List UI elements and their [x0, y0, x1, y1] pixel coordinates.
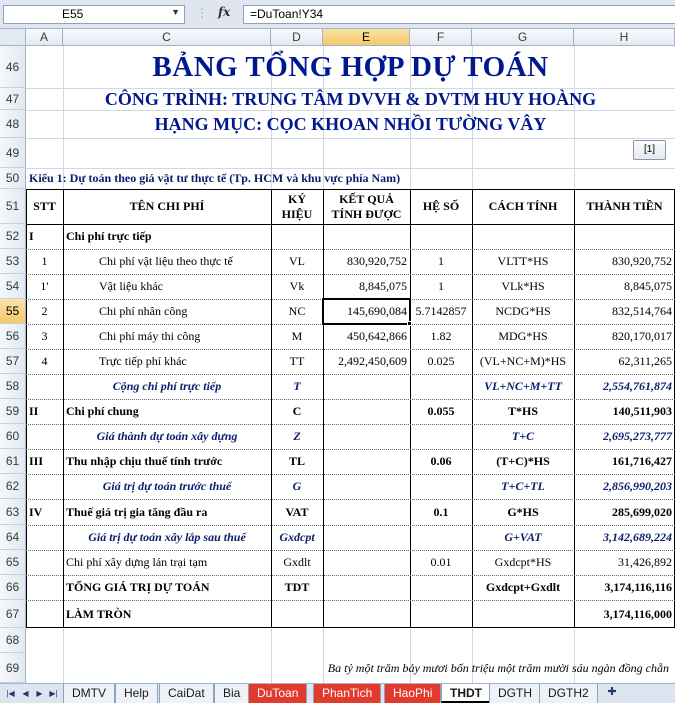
- table-cell-method[interactable]: T*HS: [507, 404, 538, 418]
- table-cell-stt[interactable]: I: [29, 229, 34, 243]
- table-cell-method[interactable]: Gxdcpt+Gxdlt: [485, 580, 561, 594]
- row-header[interactable]: 61: [0, 449, 26, 474]
- table-cell-coefficient[interactable]: 0.1: [433, 504, 449, 519]
- column-header-g[interactable]: G: [472, 29, 574, 46]
- select-all-corner[interactable]: [0, 29, 26, 46]
- sheet-tab-thdt[interactable]: THDT: [441, 684, 491, 703]
- table-cell-result[interactable]: 8,845,075: [359, 279, 407, 293]
- insert-sheet-icon[interactable]: ✚: [607, 686, 617, 698]
- sheet-tab-caidat[interactable]: CaiDat: [159, 684, 214, 703]
- table-cell-symbol[interactable]: VAT: [285, 504, 309, 519]
- header-result: [323, 189, 410, 224]
- formula-bar: [0, 0, 675, 29]
- table-cell-amount[interactable]: 3,142,689,224: [603, 530, 672, 544]
- table-cell-name[interactable]: TỔNG GIÁ TRỊ DỰ TOÁN: [66, 580, 210, 594]
- table-cell-amount[interactable]: 832,514,764: [612, 304, 672, 318]
- table-cell-symbol[interactable]: VL: [289, 254, 305, 268]
- table-cell-amount[interactable]: 161,716,427: [612, 454, 672, 468]
- table-cell-stt[interactable]: 4: [41, 354, 48, 368]
- table-cell-amount[interactable]: 3,174,116,000: [603, 606, 672, 621]
- table-cell-symbol[interactable]: TT: [289, 354, 305, 368]
- column-header-c[interactable]: C: [63, 29, 271, 46]
- table-cell-amount[interactable]: 2,554,761,874: [603, 379, 672, 393]
- row-header[interactable]: 60: [0, 424, 26, 449]
- table-cell-amount[interactable]: 2,856,990,203: [603, 479, 672, 493]
- header-symbol: [271, 189, 323, 224]
- table-cell-amount[interactable]: 31,426,892: [618, 555, 672, 569]
- table-cell-coefficient[interactable]: 5.7142857: [415, 304, 467, 318]
- table-cell-amount[interactable]: 62,311,265: [618, 354, 672, 368]
- row-header[interactable]: 58: [0, 374, 26, 399]
- table-cell-name[interactable]: Chi phí trực tiếp: [66, 229, 152, 243]
- table-cell-result-active[interactable]: 145,690,084: [347, 304, 407, 318]
- table-cell-method[interactable]: (T+C)*HS: [496, 454, 550, 468]
- row-header[interactable]: 54: [0, 274, 26, 299]
- table-cell-symbol[interactable]: TDT: [284, 580, 310, 594]
- table-cell-stt[interactable]: 1: [41, 254, 48, 268]
- table-cell-name[interactable]: Thu nhập chịu thuế tính trước: [66, 454, 223, 468]
- row-header[interactable]: 49: [0, 138, 26, 168]
- table-cell-amount[interactable]: 830,920,752: [612, 254, 672, 268]
- sheet-tab-dmtv[interactable]: DMTV: [63, 684, 115, 703]
- table-cell-symbol[interactable]: Gxdcpt: [279, 530, 315, 544]
- table-cell-name[interactable]: Giá trị dự toán xây lắp sau thuế: [88, 530, 246, 544]
- sheet-tab-bar: [0, 683, 675, 703]
- sheet-button[interactable]: [1]: [633, 140, 666, 160]
- table-cell-stt[interactable]: 1': [40, 279, 49, 293]
- name-box[interactable]: [3, 5, 185, 24]
- fx-zone: [188, 5, 240, 24]
- table-cell-amount[interactable]: 2,695,273,777: [603, 429, 672, 443]
- table-cell-result[interactable]: 830,920,752: [347, 254, 407, 268]
- table-cell-name[interactable]: LÀM TRÒN: [66, 606, 132, 621]
- table-cell-symbol[interactable]: Z: [293, 429, 301, 443]
- row-header[interactable]: 64: [0, 525, 26, 550]
- row-header[interactable]: 51: [0, 189, 26, 224]
- table-cell-coefficient[interactable]: 0.025: [427, 354, 455, 368]
- sheet-title: BẢNG TỔNG HỢP DỰ TOÁN: [152, 50, 549, 83]
- separator-icon: ⋮: [196, 6, 208, 20]
- table-cell-stt[interactable]: IV: [29, 504, 43, 519]
- table-cell-stt[interactable]: 3: [41, 329, 48, 343]
- row-header[interactable]: 65: [0, 550, 26, 575]
- row-header[interactable]: 68: [0, 628, 26, 653]
- header-stt: STT: [33, 199, 56, 213]
- header-name: TÊN CHI PHÍ: [129, 199, 205, 213]
- table-cell-stt[interactable]: II: [29, 404, 39, 418]
- sheet-tab-bia[interactable]: Bia: [214, 684, 249, 703]
- sheet-tab-phantich[interactable]: PhanTich: [313, 684, 381, 703]
- row-header[interactable]: 55: [0, 299, 26, 324]
- header-method: CÁCH TÍNH: [488, 199, 558, 213]
- table-cell-method[interactable]: MDG*HS: [498, 329, 548, 343]
- row-header[interactable]: 59: [0, 399, 26, 424]
- sheet-tab-help[interactable]: Help: [115, 684, 158, 703]
- sheet-tab-dutoan[interactable]: DuToan: [248, 684, 307, 703]
- column-header-d[interactable]: D: [271, 29, 323, 46]
- table-cell-name[interactable]: Chi phí máy thi công: [99, 329, 201, 343]
- table-cell-coefficient[interactable]: 0.06: [430, 454, 452, 468]
- sheet-tab-dgth2[interactable]: DGTH2: [539, 684, 598, 703]
- table-cell-method[interactable]: T+C+TL: [501, 479, 545, 493]
- table-cell-symbol[interactable]: TL: [288, 454, 305, 468]
- prev-sheet-icon[interactable]: ◀: [22, 689, 29, 698]
- header-result-line1: KẾT QUẢ: [339, 191, 394, 206]
- row-header[interactable]: 62: [0, 474, 26, 499]
- formula-input[interactable]: =DuToan!Y34: [243, 5, 675, 24]
- table-cell-name[interactable]: Trực tiếp phí khác: [99, 354, 187, 368]
- row-header[interactable]: 46: [0, 46, 26, 88]
- table-cell-name[interactable]: Giá thành dự toán xây dựng: [96, 429, 238, 443]
- table-cell-symbol[interactable]: M: [291, 329, 303, 343]
- active-cell-border: [322, 298, 411, 325]
- table-cell-symbol[interactable]: Vk: [289, 279, 305, 293]
- table-cell-amount[interactable]: 3,174,116,116: [604, 580, 672, 594]
- row-header[interactable]: 67: [0, 600, 26, 628]
- table-cell-method[interactable]: G*HS: [507, 504, 539, 519]
- header-symbol-line2: HIỆU: [281, 206, 313, 221]
- row-header[interactable]: 63: [0, 499, 26, 525]
- header-amount: THÀNH TIỀN: [586, 199, 663, 213]
- project-name: CÔNG TRÌNH: TRUNG TÂM DVVH & DVTM HUY HOÀNG: [104, 88, 597, 109]
- column-header-f[interactable]: F: [410, 29, 472, 46]
- table-cell-name[interactable]: Chi phí chung: [66, 404, 139, 418]
- table-cell-coefficient[interactable]: 0.055: [427, 404, 455, 418]
- table-cell-name[interactable]: Giá trị dự toán trước thuế: [102, 479, 232, 493]
- table-cell-method[interactable]: NCDG*HS: [495, 304, 551, 318]
- row-header[interactable]: 52: [0, 224, 26, 249]
- row-header[interactable]: 47: [0, 88, 26, 110]
- sheet-tab-dgth[interactable]: DGTH: [489, 684, 541, 703]
- table-cell-symbol[interactable]: C: [292, 404, 302, 418]
- row-header[interactable]: 69: [0, 653, 26, 683]
- row-header[interactable]: 66: [0, 575, 26, 600]
- last-sheet-icon[interactable]: ▶|: [49, 689, 58, 698]
- amount-in-words: Ba tỷ một trăm bảy mươi bốn triệu một trăm mười sáu ngàn đồng chẵn: [327, 660, 669, 675]
- table-cell-method[interactable]: VLk*HS: [501, 279, 545, 293]
- table-cell-symbol[interactable]: Gxdlt: [283, 555, 311, 569]
- column-header-a[interactable]: A: [26, 29, 63, 46]
- table-cell-name[interactable]: Chi phí vật liệu theo thực tế: [99, 254, 233, 268]
- row-header[interactable]: 53: [0, 249, 26, 274]
- next-sheet-icon[interactable]: ▶: [36, 689, 43, 698]
- table-cell-coefficient[interactable]: 1.82: [430, 329, 452, 343]
- name-box-value: E55: [62, 7, 84, 21]
- table-cell-method[interactable]: (VL+NC+M)*HS: [479, 354, 567, 368]
- sheet-tab-haophi[interactable]: HaoPhi: [384, 684, 441, 703]
- header-result-line2: TÍNH ĐƯỢC: [331, 206, 402, 221]
- table-cell-name[interactable]: Chi phí xây dựng lán trại tạm: [66, 555, 208, 569]
- table-cell-result[interactable]: 2,492,450,609: [338, 354, 407, 368]
- table-cell-method[interactable]: VL+NC+M+TT: [484, 379, 562, 393]
- table-cell-method[interactable]: T+C: [511, 429, 535, 443]
- table-cell-coefficient[interactable]: 1: [438, 254, 444, 268]
- table-cell-method[interactable]: Gxdcpt*HS: [494, 555, 552, 569]
- column-header-e[interactable]: E: [323, 29, 410, 46]
- header-symbol-line1: KÝ: [288, 191, 306, 206]
- table-cell-method[interactable]: G+VAT: [504, 530, 542, 544]
- table-cell-symbol[interactable]: T: [293, 379, 301, 393]
- table-cell-method[interactable]: VLTT*HS: [497, 254, 549, 268]
- column-header-h[interactable]: H: [574, 29, 675, 46]
- row-header[interactable]: 50: [0, 168, 26, 189]
- table-cell-amount[interactable]: 8,845,075: [624, 279, 672, 293]
- table-cell-result[interactable]: 450,642,866: [347, 329, 407, 343]
- row-header[interactable]: 57: [0, 349, 26, 374]
- table-cell-symbol[interactable]: G: [292, 479, 302, 493]
- row-header[interactable]: 48: [0, 110, 26, 138]
- table-cell-name[interactable]: Thuế giá trị gia tăng đầu ra: [66, 504, 208, 519]
- table-cell-amount[interactable]: 140,511,903: [612, 404, 672, 418]
- table-cell-coefficient[interactable]: 1: [438, 279, 444, 293]
- work-item: HẠNG MỤC: CỌC KHOAN NHỒI TƯỜNG VÂY: [154, 113, 547, 134]
- table-cell-amount[interactable]: 820,170,017: [612, 329, 672, 343]
- table-cell-symbol[interactable]: NC: [288, 304, 306, 318]
- subtitle: Kiểu 1: Dự toán theo giá vật tư thực tế (Tp. HCM và khu vực phía Nam): [29, 171, 401, 185]
- table-cell-name[interactable]: Vật liệu khác: [99, 279, 163, 293]
- chevron-down-icon[interactable]: ▼: [171, 7, 180, 17]
- table-cell-amount[interactable]: 285,699,020: [612, 504, 672, 519]
- table-cell-name[interactable]: Chi phí nhân công: [99, 304, 188, 318]
- first-sheet-icon[interactable]: |◀: [6, 689, 15, 698]
- table-cell-name[interactable]: Cộng chi phí trực tiếp: [112, 379, 222, 393]
- insert-function-icon[interactable]: fx: [218, 5, 231, 19]
- row-header[interactable]: 56: [0, 324, 26, 349]
- header-coefficient: HỆ SỐ: [422, 199, 460, 213]
- table-cell-coefficient[interactable]: 0.01: [430, 555, 452, 569]
- table-cell-stt[interactable]: 2: [41, 304, 48, 318]
- table-cell-stt[interactable]: III: [29, 454, 44, 468]
